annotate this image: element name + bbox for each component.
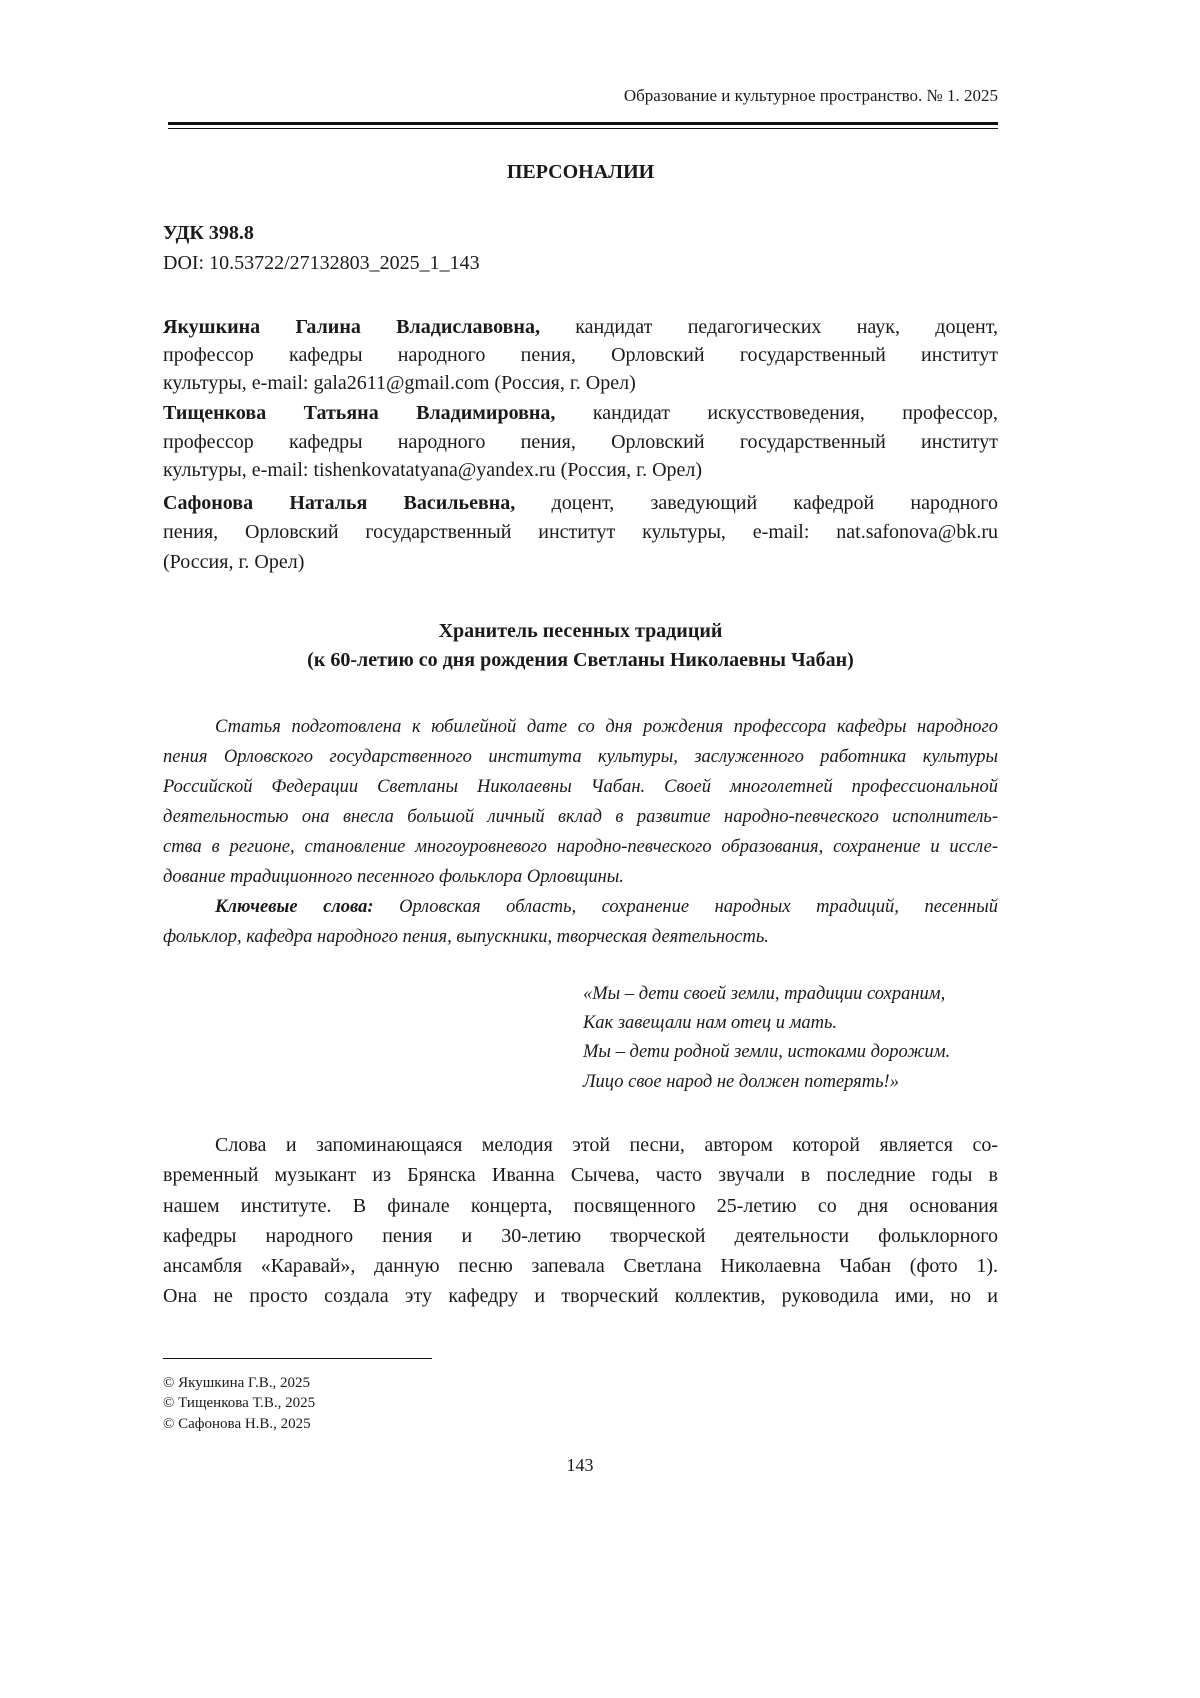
footnote-rule — [163, 1358, 432, 1359]
abstract-line: пения Орловского государственного института культуры, заслуженного работника культуры — [163, 747, 998, 767]
epigraph-line: «Мы – дети своей земли, традиции сохраним, — [583, 984, 946, 1004]
author-name: Якушкина Галина Владиславовна, — [163, 316, 540, 338]
abstract-line: Российской Федерации Светланы Николаевны Чабан. Своей многолетней профессиональной — [163, 777, 998, 797]
running-header: Образование и культурное пространство. № 1. 2025 — [623, 86, 998, 105]
keywords-text: Орловская область, сохранение народных традиций, песенный — [373, 897, 998, 917]
abstract-line: деятельностью она внесла большой личный вклад в развитие народно-певческого исполнитель- — [163, 807, 998, 827]
body-line: Она не просто создала эту кафедру и творческий коллектив, руководила ими, но и — [163, 1285, 998, 1307]
article-subtitle: (к 60-летию со дня рождения Светланы Николаевны Чабан) — [307, 649, 854, 671]
footnote: © Сафонова Н.В., 2025 — [163, 1416, 311, 1432]
header-rule-thin — [168, 128, 998, 129]
keywords-label: Ключевые слова: — [215, 897, 374, 917]
footnote: © Якушкина Г.В., 2025 — [163, 1375, 311, 1391]
author-line: (Россия, г. Орел) — [163, 551, 305, 573]
body-line: временный музыкант из Брянска Иванна Сычева, часто звучали в последние годы в — [163, 1164, 998, 1186]
author-2 — [163, 401, 998, 425]
author-1 — [163, 315, 998, 339]
author-line: культуры, e-mail: gala2611@gmail.com (Россия, г. Орел) — [163, 372, 636, 394]
body-line: кафедры народного пения и 30-летию творческой деятельности фольклорного — [163, 1225, 998, 1247]
keywords — [163, 895, 998, 919]
author-line: профессор кафедры народного пения, Орловский государственный институт — [163, 344, 998, 366]
author-affiliation: кандидат искусствоведения, профессор, — [555, 402, 998, 424]
keywords-line: фольклор, кафедра народного пения, выпускники, творческая деятельность. — [163, 927, 769, 947]
author-affiliation: кандидат педагогических наук, доцент, — [539, 316, 998, 338]
author-affiliation: доцент, заведующий кафедрой народного — [515, 492, 998, 514]
abstract-line: дование традиционного песенного фольклора Орловщины. — [163, 867, 624, 887]
abstract-line: Статья подготовлена к юбилейной дате со дня рождения профессора кафедры народного — [215, 717, 998, 737]
abstract-line: ства в регионе, становление многоуровневого народно-певческого образования, сохранение и иссле- — [163, 837, 998, 857]
section-title: ПЕРСОНАЛИИ — [506, 161, 655, 183]
body-line: Слова и запоминающаяся мелодия этой песни, автором которой является со- — [215, 1134, 998, 1156]
body-line: нашем институте. В финале концерта, посвященного 25-летию со дня основания — [163, 1195, 998, 1217]
author-line: культуры, e-mail: tishenkovatatyana@yandex.ru (Россия, г. Орел) — [163, 459, 703, 481]
header-rule-thick — [168, 122, 998, 125]
author-line: пения, Орловский государственный институт культуры, e-mail: nat.safonova@bk.ru — [163, 521, 998, 543]
author-name: Тищенкова Татьяна Владимировна, — [163, 402, 556, 424]
udk: УДК 398.8 — [163, 222, 254, 244]
footnote: © Тищенкова Т.В., 2025 — [163, 1395, 316, 1411]
author-name: Сафонова Наталья Васильевна, — [163, 492, 516, 514]
body-line: ансамбля «Каравай», данную песню запевала Светлана Николаевна Чабан (фото 1). — [163, 1255, 998, 1277]
article-title: Хранитель песенных традиций — [438, 620, 723, 642]
author-3 — [163, 491, 998, 515]
epigraph-line: Лицо свое народ не должен потерять!» — [583, 1072, 899, 1092]
doi: DOI: 10.53722/27132803_2025_1_143 — [163, 252, 480, 274]
page-number: 143 — [566, 1455, 594, 1475]
epigraph-line: Мы – дети родной земли, истоками дорожим. — [583, 1042, 951, 1062]
epigraph-line: Как завещали нам отец и мать. — [583, 1013, 838, 1033]
author-line: профессор кафедры народного пения, Орловский государственный институт — [163, 431, 998, 453]
